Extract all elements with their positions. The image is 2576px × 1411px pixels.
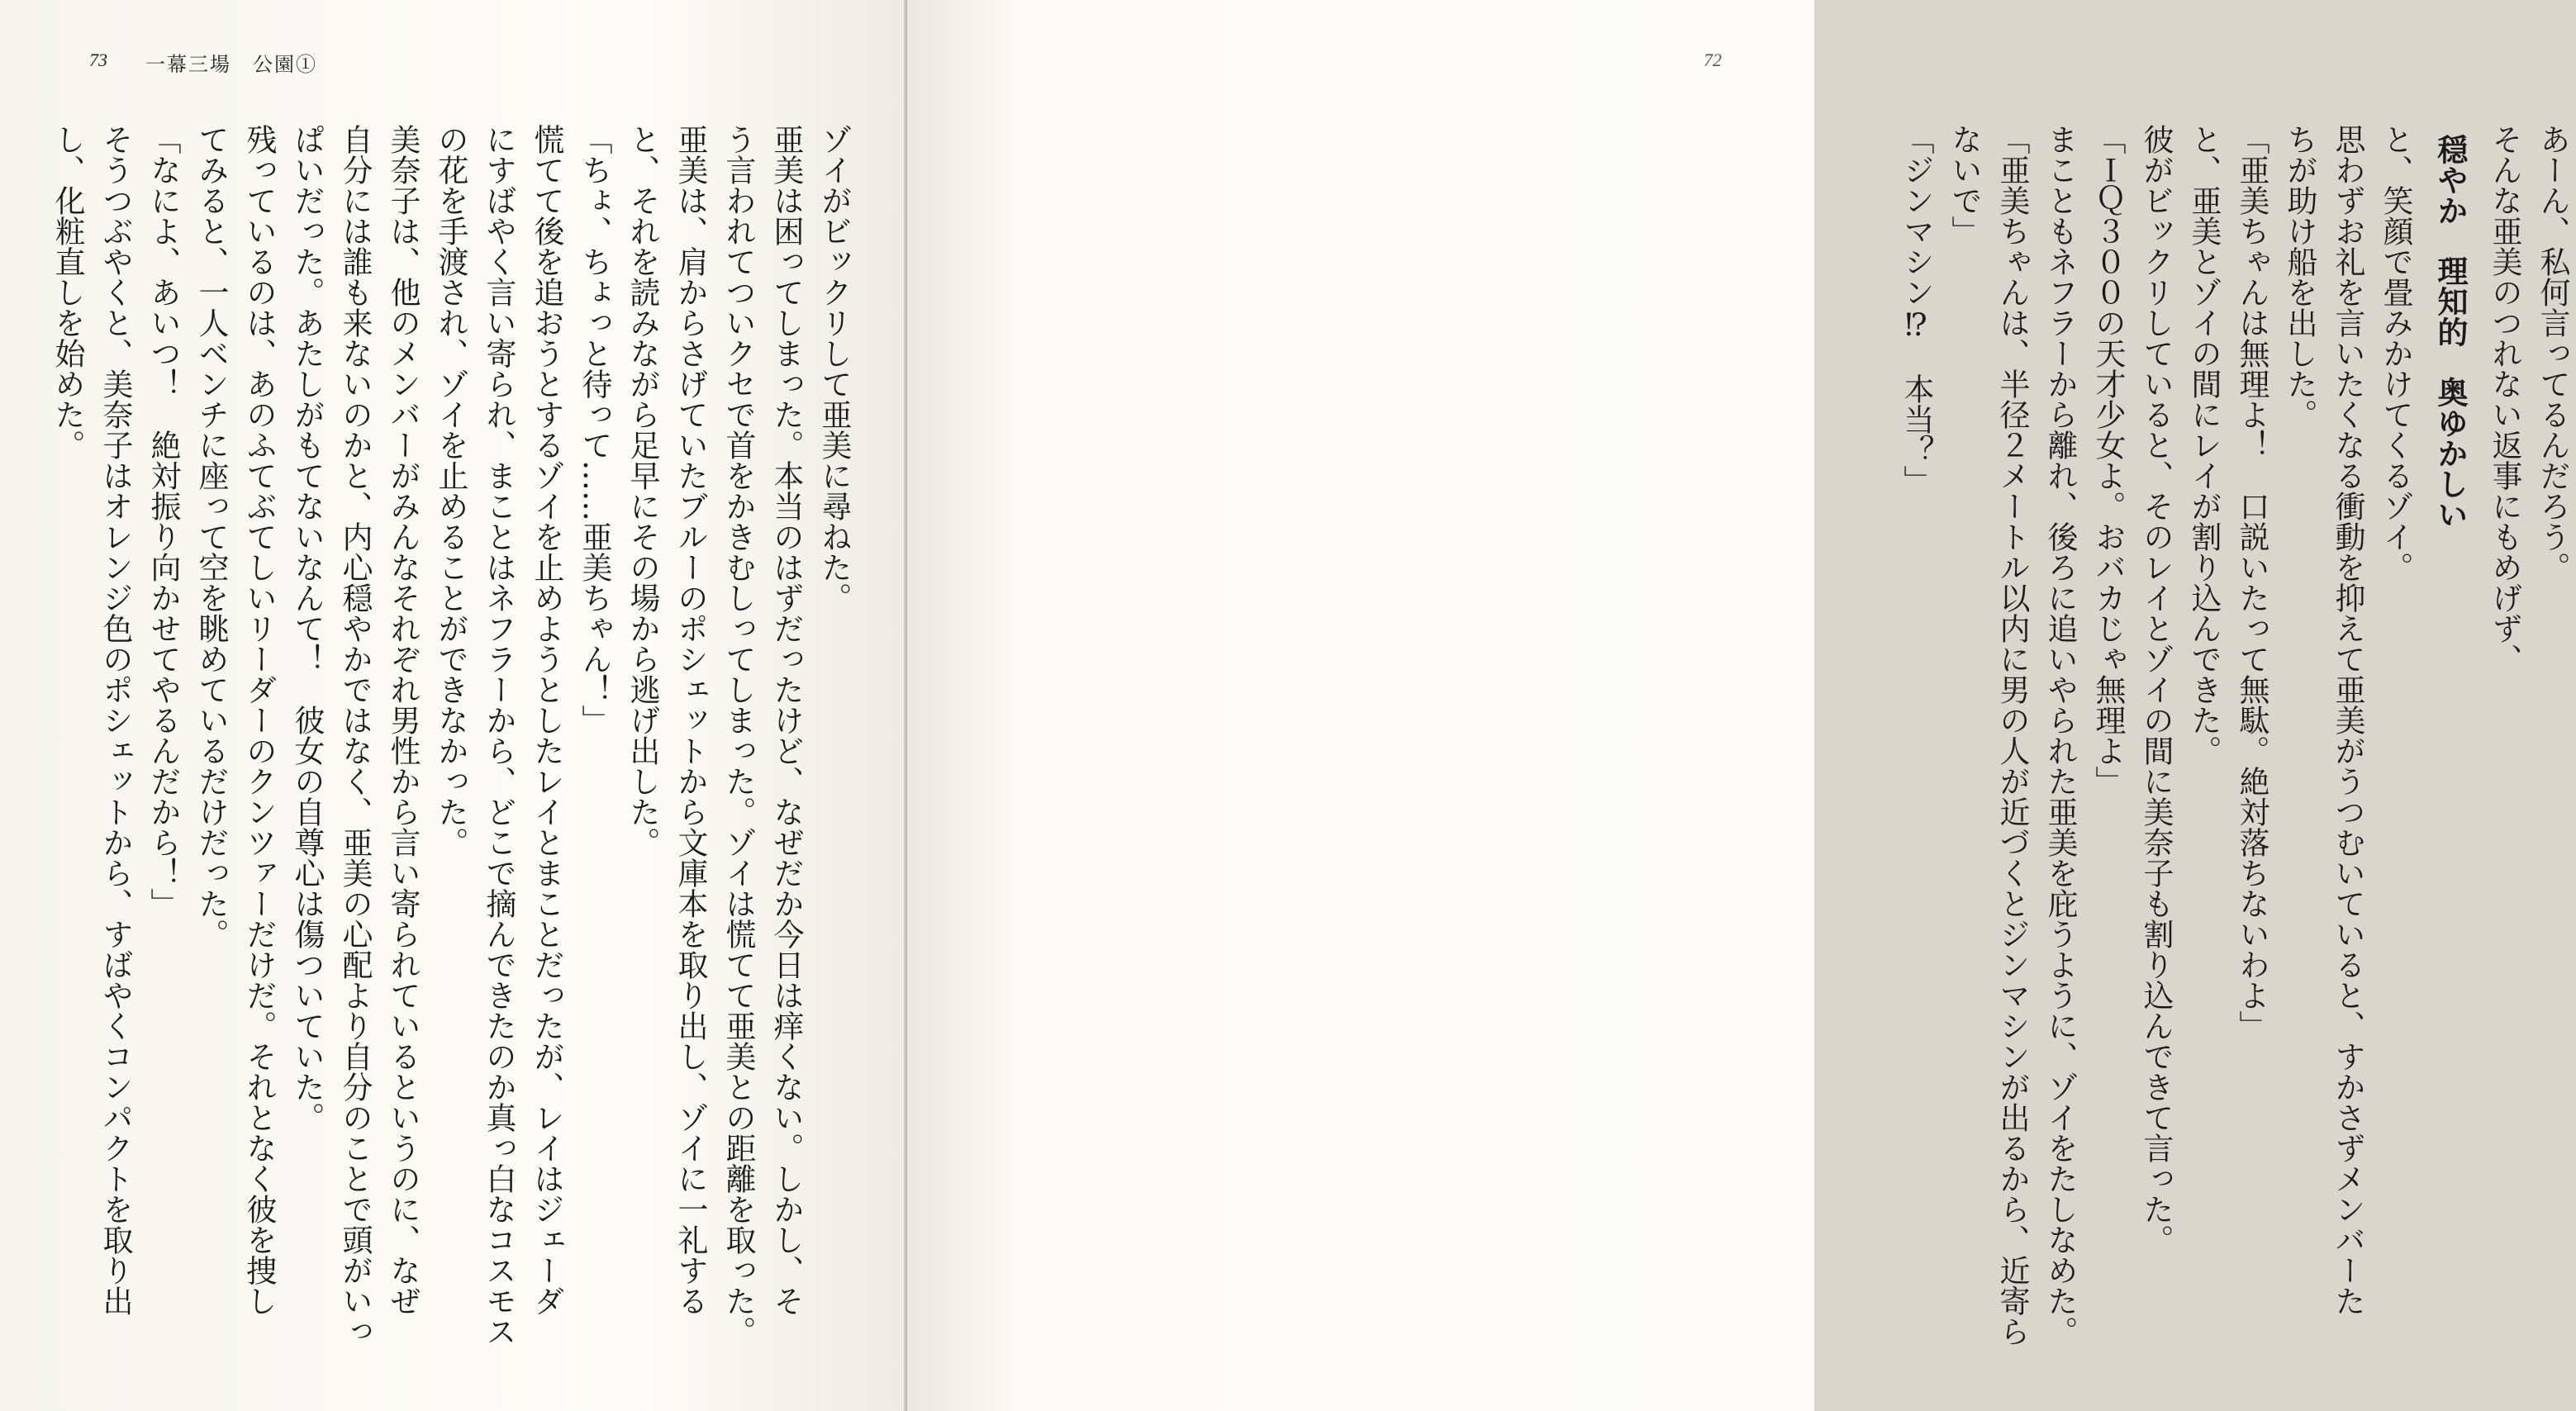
text-line: う言われてついクセで首をかきむしってしまった。ゾイは慌てて亜美との距離を取った。 <box>720 124 756 1347</box>
text-line: 「ジンマシン⁉ 本当？」 <box>1899 124 1934 496</box>
running-head-act: 一幕三場 <box>145 53 231 76</box>
text-line: 美奈子は、他のメンバーがみんなそれぞれ男性から言い寄られているというのに、なぜ <box>385 124 421 1316</box>
text-line: あーん、私何言ってるんだろう。 <box>2535 124 2570 582</box>
text-line: まこともネフラーから離れ、後ろに追いやられた亜美を庇うように、ゾイをたしなめた。 <box>2042 124 2078 1347</box>
page-number: 73 <box>89 50 107 70</box>
text-line: ないで」 <box>1946 124 1982 246</box>
text-line: 慌てて後を追おうとするゾイを止めようとしたレイとまことだったが、レイはジェーダ <box>529 124 564 1316</box>
text-line: 亜美は困ってしまった。本当のはずだったけど、なぜだか今日は痒くない。しかし、そ <box>768 124 804 1316</box>
page-number: 72 <box>1704 50 1722 70</box>
text-line: と、笑顔で畳みかけてくるゾイ。 <box>2378 124 2413 582</box>
text-line: 残っているのは、あのふてぶてしいリーダーのクンツァーだけだ。それとなく彼を捜し <box>241 124 277 1316</box>
text-line: 「なによ、あいつ！ 絶対振り向かせてやるんだから！」 <box>145 124 181 919</box>
trait-modest: 奥ゆかしい <box>2432 377 2468 530</box>
trait-calm: 穏やか <box>2432 134 2468 226</box>
text-line: にすばやく言い寄られ、まことはネフラーから、どこで摘んできたのか真っ白なコスモス <box>481 124 516 1347</box>
text-line: 自分には誰も来ないのかと、内心穏やかではなく、亜美の心配より自分のことで頭がいっ <box>337 124 373 1347</box>
text-line: 思わずお礼を言いたくなる衝動を抑えて亜美がうつむいていると、すかさずメンバーた <box>2330 124 2365 1316</box>
text-line: 「亜美ちゃんは無理よ！ 口説いたって無駄。絶対落ちないわよ」 <box>2234 124 2269 1041</box>
text-line: 「ちょ、ちょっと待って……亜美ちゃん！」 <box>577 124 612 735</box>
text-line: と、亜美とゾイの間にレイが割り込んできた。 <box>2186 124 2222 766</box>
text-line: と、それを読みながら足早にその場から逃げ出した。 <box>625 124 660 858</box>
left-page <box>0 0 907 1411</box>
right-page-text <box>1890 124 2576 1396</box>
text-line: 亜美は、肩からさげていたブルーのポシェットから文庫本を取り出し、ゾイに一礼する <box>673 124 708 1316</box>
trait-heading <box>2419 134 2480 1396</box>
text-line: ぱいだった。あたしがもてないなんて！ 彼女の自尊心は傷ついていた。 <box>289 124 325 1133</box>
text-line: ゾイがビックリして亜美に尋ねた。 <box>816 124 852 613</box>
text-line: 「ＩＱ３００の天才少女よ。おバカじゃ無理よ」 <box>2090 124 2126 796</box>
text-line: し、化粧直しを始めた。 <box>50 124 85 460</box>
text-line: の花を手渡され、ゾイを止めることができなかった。 <box>433 124 468 858</box>
running-head <box>145 48 317 77</box>
text-line: ちが助け船を出した。 <box>2282 124 2317 430</box>
text-line: そんな亜美のつれない返事にもめげず、 <box>2487 124 2522 674</box>
running-head-scene: 公園① <box>253 53 317 76</box>
right-page <box>907 0 2570 1411</box>
text-line: 彼がビックリしていると、そのレイとゾイの間に美奈子も割り込んできて言った。 <box>2138 124 2174 1255</box>
trait-intellectual: 理知的 <box>2432 255 2468 347</box>
text-line: そうつぶやくと、美奈子はオレンジ色のポシェットから、すばやくコンパクトを取り出 <box>97 124 133 1316</box>
left-page-text <box>50 124 858 1396</box>
text-line: てみると、一人ベンチに座って空を眺めているだけだった。 <box>193 124 229 949</box>
text-line: 「亜美ちゃんは、半径２メートル以内に男の人が近づくとジンマシンが出るから、近寄ら <box>1994 124 2030 1347</box>
